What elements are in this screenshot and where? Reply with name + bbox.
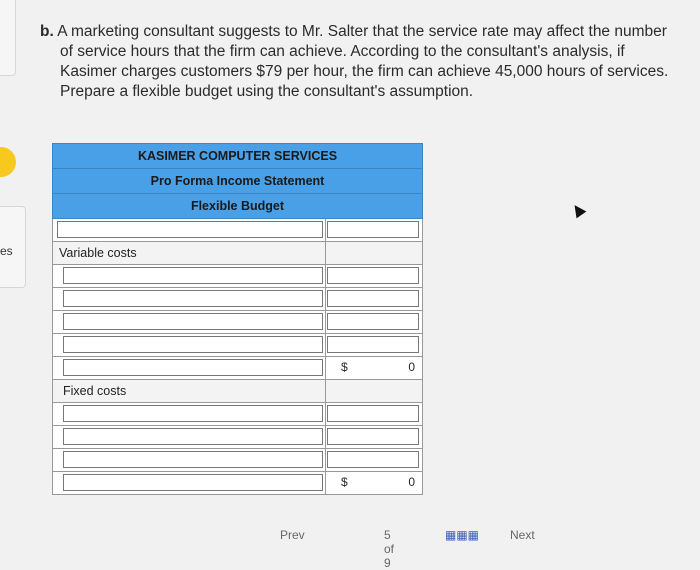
line-item-input[interactable]	[57, 221, 323, 238]
currency-symbol: $	[341, 475, 348, 489]
variable-cost-item-input[interactable]	[63, 290, 323, 307]
grid-icon[interactable]: ▦▦▦	[445, 528, 480, 542]
variable-total	[327, 359, 419, 376]
table-row	[52, 403, 423, 426]
fixed-total	[327, 474, 419, 491]
company-name: KASIMER COMPUTER SERVICES	[53, 144, 422, 169]
table-row	[52, 219, 423, 242]
variable-cost-item-input[interactable]	[63, 313, 323, 330]
fixed-cost-item-input[interactable]	[63, 405, 323, 422]
variable-costs-label: Variable costs	[59, 246, 137, 260]
statement-title: Pro Forma Income Statement	[53, 169, 422, 194]
status-indicator	[0, 147, 16, 177]
variable-cost-amount-input[interactable]	[327, 336, 419, 353]
variable-cost-amount-input[interactable]	[327, 290, 419, 307]
prev-button[interactable]: Prev	[280, 528, 305, 542]
table-row	[52, 449, 423, 472]
table-row	[52, 288, 423, 311]
table-row	[52, 380, 423, 403]
fixed-cost-item-input[interactable]	[63, 451, 323, 468]
fixed-cost-amount-input[interactable]	[327, 451, 419, 468]
mouse-cursor-icon	[570, 202, 587, 219]
table-header	[52, 143, 423, 219]
variable-cost-amount-input[interactable]	[327, 267, 419, 284]
variable-cost-amount-input[interactable]	[327, 313, 419, 330]
fixed-costs-label: Fixed costs	[63, 384, 127, 398]
side-tab-label: es	[0, 244, 13, 258]
table-row	[52, 242, 423, 265]
table-row	[52, 426, 423, 449]
budget-type: Flexible Budget	[190, 199, 285, 213]
question-text: A marketing consultant suggests to Mr. Salter that the service rate may affect the number of service hours that the firm can achieve. According to the consultant's analysis, if Kasimer charges customers $79 per hour, the firm can achieve 45,000 hours of services. Prepare a flexible budget using the consultant's assumption.	[57, 23, 669, 100]
table-row	[52, 357, 423, 380]
fixed-total-value: 0	[408, 475, 415, 489]
currency-symbol: $	[341, 360, 348, 374]
table-row	[52, 334, 423, 357]
fixed-cost-item-input[interactable]	[63, 428, 323, 445]
flexible-budget-table	[52, 143, 423, 495]
variable-total-value: 0	[408, 360, 415, 374]
variable-total-label-input[interactable]	[63, 359, 323, 376]
question-label: b.	[40, 23, 54, 40]
page-indicator: 5 of 9	[384, 528, 395, 570]
table-row	[52, 265, 423, 288]
fixed-cost-amount-input[interactable]	[327, 405, 419, 422]
variable-cost-item-input[interactable]	[63, 267, 323, 284]
question-prompt	[40, 22, 680, 102]
amount-input[interactable]	[327, 221, 419, 238]
next-button[interactable]: Next	[510, 528, 535, 542]
variable-cost-item-input[interactable]	[63, 336, 323, 353]
fixed-total-label-input[interactable]	[63, 474, 323, 491]
table-row	[52, 472, 423, 495]
table-row	[52, 311, 423, 334]
fixed-cost-amount-input[interactable]	[327, 428, 419, 445]
side-panel-tab[interactable]	[0, 0, 16, 76]
